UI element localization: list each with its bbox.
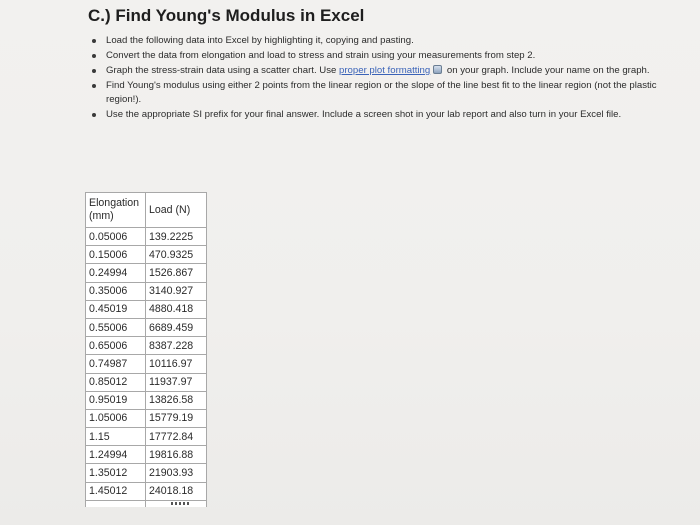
- load-cell: 15779.19: [146, 409, 207, 427]
- load-cell: 11937.97: [146, 373, 207, 391]
- load-cell: 470.9325: [146, 246, 207, 264]
- table-row: [86, 355, 207, 373]
- table-row: [86, 446, 207, 464]
- load-cell: 24018.18: [146, 482, 207, 500]
- elongation-cell: 0.65006: [86, 337, 146, 355]
- load-cell: 4880.418: [146, 300, 207, 318]
- table-header-row: [86, 193, 207, 228]
- table-row: [86, 228, 207, 246]
- table-row: [86, 464, 207, 482]
- elongation-cell: 1.35012: [86, 464, 146, 482]
- instruction-item: [92, 64, 667, 78]
- load-cell: 8387.228: [146, 337, 207, 355]
- table-row-cut-off: [86, 500, 207, 507]
- elongation-cell: 0.74987: [86, 355, 146, 373]
- page-title: C.) Find Young's Modulus in Excel: [88, 6, 365, 25]
- instruction-text: Use the appropriate SI prefix for your final answer. Include a screen shot in your lab report and also turn in your Excel file.: [106, 109, 622, 121]
- instructions-list: [92, 34, 667, 123]
- elongation-cell: 0.24994: [86, 264, 146, 282]
- load-cell: 3140.927: [146, 282, 207, 300]
- cut-off-text-fragment: [171, 502, 191, 505]
- elongation-cell: 0.15006: [86, 246, 146, 264]
- elongation-cell: 1.45012: [86, 482, 146, 500]
- table-row: [86, 264, 207, 282]
- elongation-cell: [86, 500, 146, 507]
- load-cell: 1526.867: [146, 264, 207, 282]
- table-row: [86, 300, 207, 318]
- bullet-icon: [92, 113, 96, 117]
- table-row: [86, 428, 207, 446]
- elongation-cell: 0.35006: [86, 282, 146, 300]
- instruction-text: on your graph. Include your name on the graph.: [444, 64, 650, 76]
- instruction-text: Load the following data into Excel by highlighting it, copying and pasting.: [106, 35, 414, 46]
- instruction-text: Find Young's modulus using either 2 points from the linear region or the slope of the line best fit to the linear region (not the plastic region!).: [106, 79, 657, 106]
- table-row: [86, 246, 207, 264]
- table-row: [86, 391, 207, 409]
- plot-formatting-link[interactable]: proper plot formatting: [339, 64, 431, 76]
- bullet-icon: [92, 84, 96, 88]
- data-table: [85, 192, 207, 507]
- table-row: [86, 482, 207, 500]
- elongation-cell: 0.05006: [86, 228, 146, 246]
- elongation-cell: 1.05006: [86, 409, 146, 427]
- table-row: [86, 337, 207, 355]
- table-row: [86, 282, 207, 300]
- instruction-item: [92, 34, 667, 48]
- bullet-icon: [92, 54, 96, 58]
- load-cell: 139.2225: [146, 228, 207, 246]
- table-row: [86, 409, 207, 427]
- instruction-item: [92, 108, 667, 122]
- load-cell: 6689.459: [146, 318, 207, 336]
- load-cell: 17772.84: [146, 428, 207, 446]
- bullet-icon: [92, 69, 96, 73]
- instruction-text: Graph the stress-strain data using a scatter chart. Use: [106, 64, 340, 76]
- elongation-cell: 0.55006: [86, 318, 146, 336]
- instruction-text: Convert the data from elongation and load to stress and strain using your measurements from step 2.: [106, 49, 536, 61]
- load-cell: 13826.58: [146, 391, 207, 409]
- elongation-cell: 1.15: [86, 428, 146, 446]
- elongation-cell: 1.24994: [86, 446, 146, 464]
- bullet-icon: [92, 39, 96, 43]
- column-header-load: Load (N): [146, 193, 207, 228]
- load-cell: [146, 500, 207, 507]
- column-header-elongation: Elongation (mm): [86, 193, 146, 228]
- table-row: [86, 318, 207, 336]
- load-cell: 19816.88: [146, 446, 207, 464]
- elongation-cell: 0.85012: [86, 373, 146, 391]
- elongation-cell: 0.95019: [86, 391, 146, 409]
- load-cell: 21903.93: [146, 464, 207, 482]
- instruction-item: [92, 49, 667, 63]
- load-cell: 10116.97: [146, 355, 207, 373]
- document-link-icon[interactable]: [433, 65, 442, 74]
- instruction-item: [92, 79, 667, 108]
- elongation-cell: 0.45019: [86, 300, 146, 318]
- table-row: [86, 373, 207, 391]
